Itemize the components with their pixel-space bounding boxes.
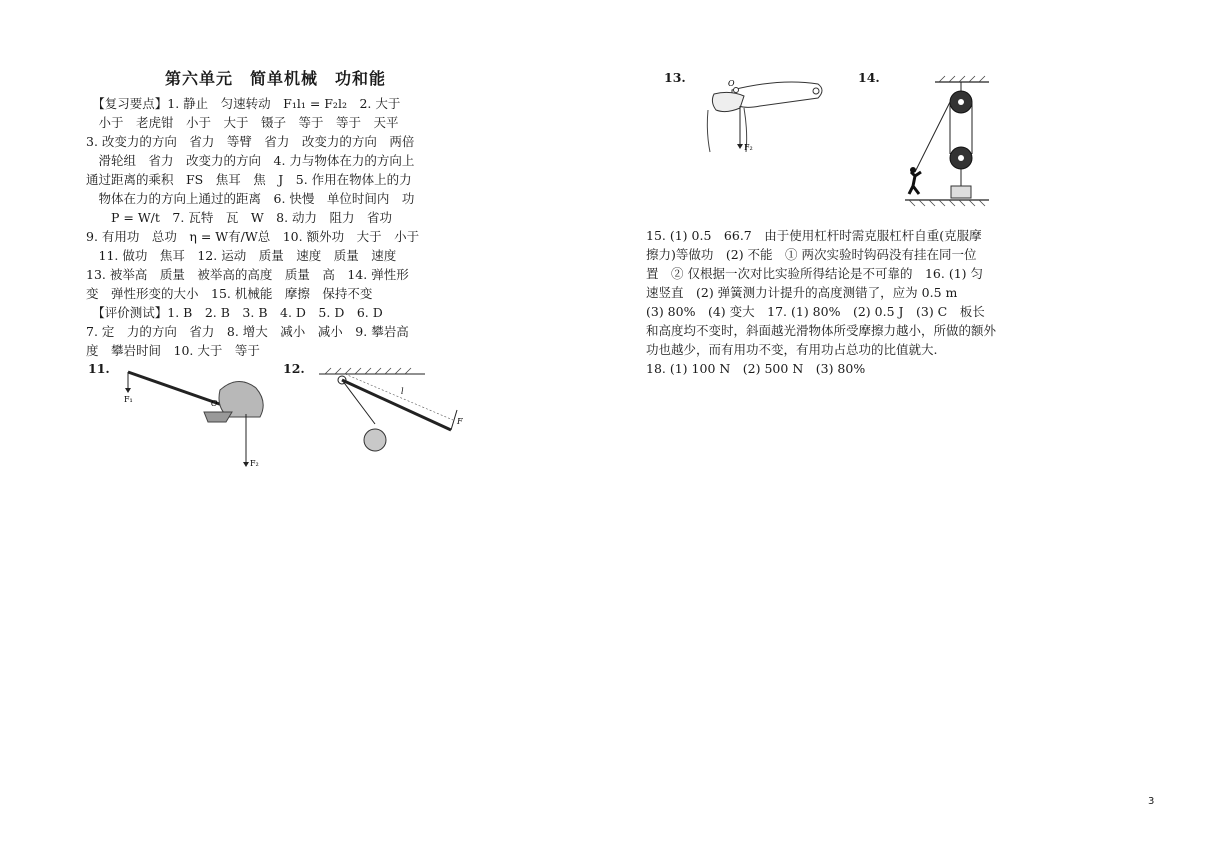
- answer-line: 度 攀岩时间 10. 大于 等于: [86, 343, 260, 358]
- f2-label: F₂: [250, 459, 259, 468]
- answer-line: 3. 改变力的方向 省力 等臂 省力 改变力的方向 两倍: [86, 134, 415, 149]
- figure-13-label: 13.: [664, 70, 686, 85]
- l-label: l: [401, 387, 404, 396]
- answer-line: 【复习要点】1. 静止 匀速转动 F₁l₁ = F₂l₂ 2. 大于: [86, 96, 401, 111]
- answer-line: 滑轮组 省力 改变力的方向 4. 力与物体在力的方向上: [86, 153, 415, 168]
- answer-line: 速竖直 (2) 弹簧测力计提升的高度测错了，应为 0.5 m: [646, 285, 958, 300]
- review-answers: [86, 94, 474, 360]
- answer-line: 置 ② 仅根据一次对比实验所得结论是不可靠的 16. (1) 匀: [646, 266, 984, 281]
- figure-11-label: 11.: [88, 361, 110, 376]
- answer-line: 物体在力的方向上通过的距离 6. 快慢 单位时间内 功: [86, 191, 415, 206]
- answer-line: (3) 80% (4) 变大 17. (1) 80% (2) 0.5 J (3) C 板长: [646, 304, 985, 319]
- figure-14-label: 14.: [858, 70, 880, 85]
- answer-line: 9. 有用功 总功 η = W有/W总 10. 额外功 大于 小于: [86, 229, 420, 244]
- figure-12-rod-diagram: [305, 362, 477, 464]
- figure-14-pulley-diagram: [895, 72, 995, 212]
- pivot-o-label: O: [728, 79, 735, 88]
- answer-line: 7. 定 力的方向 省力 8. 增大 减小 减小 9. 攀岩高: [86, 324, 409, 339]
- answer-line: 擦力)等做功 (2) 不能 ① 两次实验时钩码没有挂在同一位: [646, 247, 977, 262]
- answer-line: 小于 老虎钳 小于 大于 镊子 等于 等于 天平: [86, 115, 399, 130]
- f-label: F: [457, 417, 463, 426]
- answer-line: 13. 被举高 质量 被举高的高度 质量 高 14. 弹性形: [86, 267, 409, 282]
- f1-label: F₁: [124, 395, 133, 404]
- f2-label: F₂: [744, 143, 753, 152]
- test-answers: [646, 226, 1038, 378]
- answer-line: 【评价测试】1. B 2. B 3. B 4. D 5. D 6. D: [86, 305, 383, 320]
- answer-line: 通过距离的乘积 FS 焦耳 焦 J 5. 作用在物体上的力: [86, 172, 412, 187]
- figure-13-lever-diagram: [700, 72, 830, 162]
- answer-line: 15. (1) 0.5 66.7 由于使用杠杆时需克服杠杆自重(克服摩: [646, 228, 982, 243]
- answer-line: 变 弹性形变的大小 15. 机械能 摩擦 保持不变: [86, 286, 373, 301]
- page-number: 3: [1148, 796, 1155, 807]
- figure-12-label: 12.: [283, 361, 305, 376]
- answer-line: 和高度均不变时，斜面越光滑物体所受摩擦力越小，所做的额外: [646, 323, 997, 338]
- answer-line: 18. (1) 100 N (2) 500 N (3) 80%: [646, 361, 866, 376]
- answer-line: 11. 做功 焦耳 12. 运动 质量 速度 质量 速度: [86, 248, 397, 263]
- figure-11-lever-diagram: [108, 362, 278, 474]
- pivot-o-label: O: [211, 399, 218, 408]
- page-title: 第六单元 简单机械 功和能: [165, 69, 387, 88]
- answer-line: 功也越少，而有用功不变，有用功占总功的比值就大.: [646, 342, 938, 357]
- answer-line: P = W/t 7. 瓦特 瓦 W 8. 动力 阻力 省功: [86, 210, 393, 225]
